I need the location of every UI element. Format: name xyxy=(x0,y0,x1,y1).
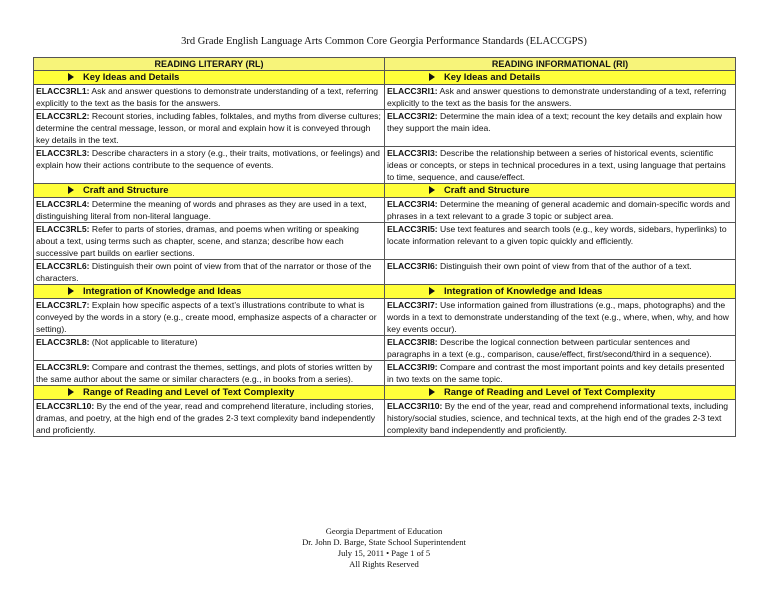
standard-cell-left xyxy=(34,299,385,336)
arrow-bullet-icon xyxy=(68,73,74,81)
standard-cell-left xyxy=(34,400,385,437)
standard-code: ELACC3RL3: xyxy=(36,148,90,158)
standard-text: Refer to parts of stories, dramas, and poems when writing or speaking about a text, using terms such as chapter, scene, and stanza; describe how each successive part builds on earlier sections. xyxy=(36,224,359,258)
standard-cell-left xyxy=(34,336,385,361)
footer-superintendent: Dr. John D. Barge, State School Superintendent xyxy=(302,537,466,547)
standard-cell-right xyxy=(385,400,736,437)
standard-text: Ask and answer questions to demonstrate understanding of a text, referring explicitly to the text as the basis for the answers. xyxy=(387,86,727,108)
standard-cell-right xyxy=(385,336,736,361)
footer-rights: All Rights Reserved xyxy=(349,559,419,569)
standard-code: ELACC3RL8: xyxy=(36,337,90,347)
standard-text: Determine the main idea of a text; recount the key details and explain how they support the main idea. xyxy=(387,111,722,133)
section-heading-row xyxy=(34,386,736,400)
section-heading-left xyxy=(34,184,385,198)
standard-cell-left xyxy=(34,147,385,184)
standard-cell-right xyxy=(385,223,736,260)
standard-cell-right xyxy=(385,361,736,386)
standard-code: ELACC3RL2: xyxy=(36,111,90,121)
standard-text: Describe the logical connection between particular sentences and paragraphs in a text (e.g., comparison, cause/effect, first/second/third in a sequence). xyxy=(387,337,712,359)
section-heading-row xyxy=(34,71,736,85)
section-heading-label: Range of Reading and Level of Text Complexity xyxy=(83,386,295,397)
standard-code: ELACC3RL4: xyxy=(36,199,90,209)
column-header-informational: READING INFORMATIONAL (RI) xyxy=(385,58,736,71)
standard-text: Use text features and search tools (e.g., key words, sidebars, hyperlinks) to locate information relevant to a given topic quickly and efficiently. xyxy=(387,224,727,246)
standards-table xyxy=(33,57,736,437)
section-heading-right xyxy=(385,71,736,85)
standard-cell-left xyxy=(34,260,385,285)
standard-cell-right xyxy=(385,198,736,223)
standard-code: ELACC3RL10: xyxy=(36,401,95,411)
section-heading-left xyxy=(34,285,385,299)
standard-code: ELACC3RL6: xyxy=(36,261,90,271)
standard-code: ELACC3RI6: xyxy=(387,261,438,271)
section-heading-label: Key Ideas and Details xyxy=(83,71,180,82)
column-header-literary: READING LITERARY (RL) xyxy=(34,58,385,71)
standard-text: Describe the relationship between a series of historical events, scientific ideas or concepts, or steps in technical procedures in a text, using language that pertains to time, sequence, and cause/effect. xyxy=(387,148,726,182)
standard-code: ELACC3RI9: xyxy=(387,362,438,372)
standard-row xyxy=(34,147,736,184)
standard-text: Distinguish their own point of view from that of the author of a text. xyxy=(437,261,692,271)
standard-row xyxy=(34,198,736,223)
section-heading-row xyxy=(34,285,736,299)
section-heading-left xyxy=(34,386,385,400)
standard-text: Describe characters in a story (e.g., their traits, motivations, or feelings) and explain how their actions contribute to the sequence of events. xyxy=(36,148,380,170)
standard-cell-right xyxy=(385,147,736,184)
section-heading-row xyxy=(34,184,736,198)
standard-code: ELACC3RL7: xyxy=(36,300,90,310)
standard-text: Compare and contrast the themes, settings, and plots of stories written by the same author about the same or similar characters (e.g., in books from a series). xyxy=(36,362,373,384)
standard-cell-right xyxy=(385,299,736,336)
arrow-bullet-icon xyxy=(68,186,74,194)
standard-code: ELACC3RL9: xyxy=(36,362,90,372)
standard-cell-left xyxy=(34,361,385,386)
standard-code: ELACC3RI4: xyxy=(387,199,438,209)
section-heading-label: Integration of Knowledge and Ideas xyxy=(444,285,603,296)
standard-text: Explain how specific aspects of a text’s illustrations contribute to what is conveyed by the words in a story (e.g., create mood, emphasize aspects of a character or setting). xyxy=(36,300,377,334)
standard-text: Distinguish their own point of view from that of the narrator or those of the characters. xyxy=(36,261,372,283)
standard-code: ELACC3RI1: xyxy=(387,86,438,96)
standard-cell-right xyxy=(385,260,736,285)
standard-cell-left xyxy=(34,198,385,223)
standard-cell-left xyxy=(34,223,385,260)
footer-date-page: July 15, 2011 • Page 1 of 5 xyxy=(337,548,431,558)
standard-row xyxy=(34,85,736,110)
column-header-row xyxy=(34,58,736,71)
standard-cell-left xyxy=(34,85,385,110)
standard-text: Recount stories, including fables, folktales, and myths from diverse cultures; determine the central message, lesson, or moral and explain how it is conveyed through key details in the text. xyxy=(36,111,381,145)
section-heading-label: Range of Reading and Level of Text Complexity xyxy=(444,386,656,397)
section-heading-label: Craft and Structure xyxy=(83,184,169,195)
arrow-bullet-icon xyxy=(68,388,74,396)
section-heading-label: Craft and Structure xyxy=(444,184,530,195)
standard-code: ELACC3RI10: xyxy=(387,401,443,411)
page-footer xyxy=(0,526,768,570)
standard-cell-right xyxy=(385,85,736,110)
standard-code: ELACC3RI3: xyxy=(387,148,438,158)
standard-row xyxy=(34,361,736,386)
standard-text: Determine the meaning of general academic and domain-specific words and phrases in a text relevant to a grade 3 topic or subject area. xyxy=(387,199,730,221)
standard-text: Determine the meaning of words and phrases as they are used in a text, distinguishing literal from non-literal language. xyxy=(36,199,367,221)
standard-row xyxy=(34,260,736,285)
standard-text: (Not applicable to literature) xyxy=(89,337,198,347)
standard-text: By the end of the year, read and comprehend informational texts, including history/social studies, science, and technical texts, at the high end of the grades 2-3 text complexity band independently and proficiently. xyxy=(387,401,729,435)
standard-code: ELACC3RI2: xyxy=(387,111,438,121)
standard-cell-left xyxy=(34,110,385,147)
section-heading-right xyxy=(385,386,736,400)
section-heading-label: Key Ideas and Details xyxy=(444,71,541,82)
standard-text: Use information gained from illustrations (e.g., maps, photographs) and the words in a text to demonstrate understanding of the text (e.g., where, when, why, and how key events occur). xyxy=(387,300,729,334)
standard-row xyxy=(34,336,736,361)
section-heading-label: Integration of Knowledge and Ideas xyxy=(83,285,242,296)
arrow-bullet-icon xyxy=(429,186,435,194)
standard-text: Ask and answer questions to demonstrate understanding of a text, referring explicitly to the text as the basis for the answers. xyxy=(36,86,379,108)
standard-text: Compare and contrast the most important points and key details presented in two texts on the same topic. xyxy=(387,362,725,384)
section-heading-right xyxy=(385,184,736,198)
arrow-bullet-icon xyxy=(429,388,435,396)
standard-code: ELACC3RL5: xyxy=(36,224,90,234)
standard-code: ELACC3RI7: xyxy=(387,300,438,310)
standard-code: ELACC3RL1: xyxy=(36,86,90,96)
footer-department: Georgia Department of Education xyxy=(325,526,443,536)
standard-row xyxy=(34,299,736,336)
standard-code: ELACC3RI5: xyxy=(387,224,438,234)
standard-row xyxy=(34,110,736,147)
page-title: 3rd Grade English Language Arts Common Core Georgia Performance Standards (ELACCGPS) xyxy=(181,36,587,47)
standard-cell-right xyxy=(385,110,736,147)
section-heading-left xyxy=(34,71,385,85)
standard-code: ELACC3RI8: xyxy=(387,337,438,347)
standard-text: By the end of the year, read and comprehend literature, including stories, dramas, and poetry, at the high end of the grades 2-3 text complexity band independently and proficiently. xyxy=(36,401,376,435)
arrow-bullet-icon xyxy=(68,287,74,295)
standard-row xyxy=(34,400,736,437)
standard-row xyxy=(34,223,736,260)
section-heading-right xyxy=(385,285,736,299)
arrow-bullet-icon xyxy=(429,287,435,295)
arrow-bullet-icon xyxy=(429,73,435,81)
